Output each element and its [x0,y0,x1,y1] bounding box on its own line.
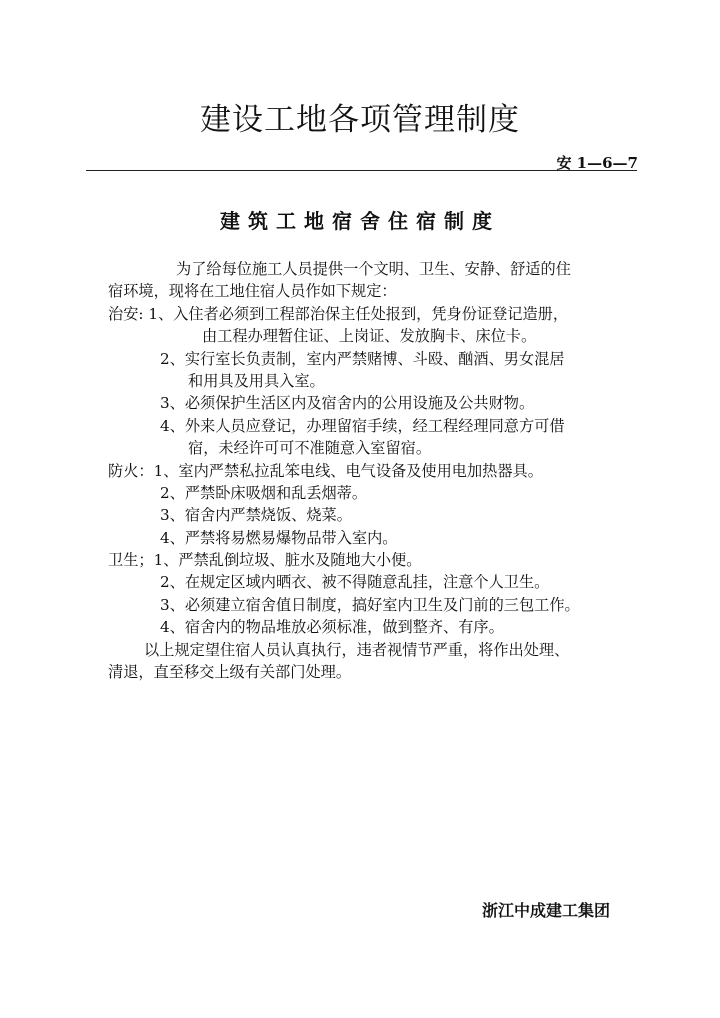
security-item: 4、外来人员应登记，办理留宿手续，经工程经理同意方可借 [160,416,565,435]
document-body [108,258,616,683]
page-title: 建设工地各项管理制度 [200,102,520,138]
fire-item: 4、严禁将易燃易爆物品带入室内。 [160,528,398,547]
hygiene-item: 卫生；1、严禁乱倒垃圾、脏水及随地大小便。 [108,551,422,570]
security-item: 治安: 1、入住者必须到工程部治保主任处报到，凭身份证登记造册， [108,304,569,323]
security-item-continuation: 由工程办理暂住证、上岗证、发放胸卡、床位卡。 [202,327,537,346]
security-item-continuation: 宿，未经许可可不准随意入室留宿。 [188,439,431,458]
closing-line: 清退，直至移交上级有关部门处理。 [108,663,351,682]
fire-item: 2、严禁卧床吸烟和乱丢烟蒂。 [160,483,368,502]
signature: 浙江中成建工集团 [481,901,610,920]
document-code: 安 1—6—7 [556,154,638,172]
hygiene-item: 3、必须建立宿舍值日制度，搞好室内卫生及门前的三包工作。 [160,595,580,614]
header-divider [86,170,637,171]
intro-line: 宿环境，现将在工地住宿人员作如下规定： [108,282,397,301]
hygiene-item: 4、宿舍内的物品堆放必须标准，做到整齐、有序。 [160,618,504,637]
security-item-continuation: 和用具及用具入室。 [188,371,325,390]
section-title: 建筑工地宿舍住宿制度 [220,209,500,233]
closing-line: 以上规定望住宿人员认真执行，违者视情节严重，将作出处理、 [144,640,570,659]
intro-line: 为了给每位施工人员提供一个文明、卫生、安静、舒适的住 [176,260,571,278]
hygiene-item: 2、在规定区域内晒衣、被不得随意乱挂，注意个人卫生。 [160,573,550,592]
fire-item: 3、宿舍内严禁烧饭、烧菜。 [160,506,352,525]
security-item: 3、必须保护生活区内及宿舍内的公用设施及公共财物。 [160,394,535,413]
security-item: 2、实行室长负责制，室内严禁赌博、斗殴、酗酒、男女混居 [160,349,565,368]
fire-item: 防火：1、室内严禁私拉乱笨电线、电气设备及使用电加热器具。 [108,461,543,480]
